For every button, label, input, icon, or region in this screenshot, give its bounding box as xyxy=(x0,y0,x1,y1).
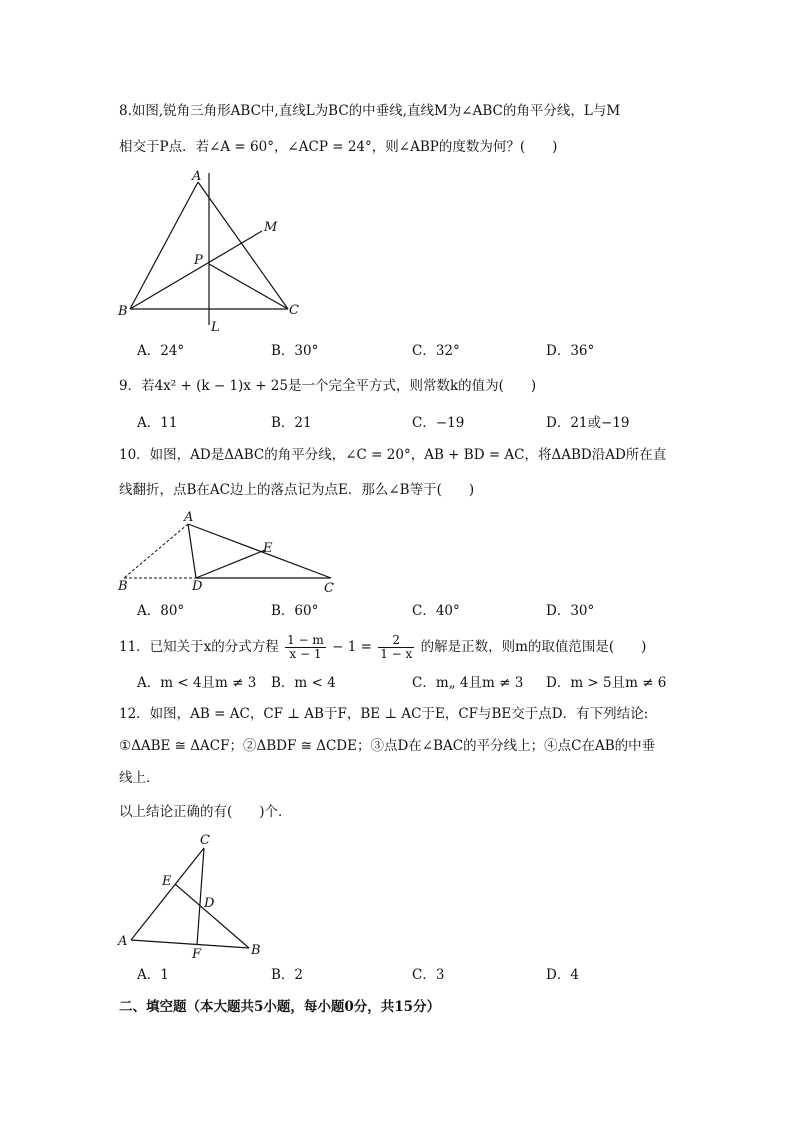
q9-option-b: B．21 xyxy=(271,415,312,431)
q8-line-1: 8.如图,锐角三角形ABC中,直线L为BC的中垂线,直线M为∠ABC的角平分线，L与M xyxy=(119,103,621,119)
q11-option-d: D．m > 5且m ≠ 6 xyxy=(546,675,667,691)
q8-label-b: B xyxy=(118,304,128,319)
q8-label-p: P xyxy=(194,253,203,268)
q10-label-c: C xyxy=(324,581,334,596)
q10-label-a: A xyxy=(184,510,194,525)
q12-line-2: ①ΔABE ≅ ΔACF；②ΔBDF ≅ ΔCDE；③点D在∠BAC的平分线上；④点C在AB的中垂 xyxy=(119,738,656,754)
q9-option-a: A．11 xyxy=(137,415,178,431)
q8-option-c: C．32° xyxy=(412,343,460,359)
q12-line-4: 以上结论正确的有( )个． xyxy=(119,804,292,820)
section-heading: 二、填空题（本大题共5小题，每小题0分，共15分） xyxy=(119,999,441,1015)
q8-label-l: L xyxy=(211,320,220,335)
q11-text-after: 的解是正数，则m的取值范围是( ) xyxy=(420,639,647,655)
q8-option-a: A．24° xyxy=(137,343,185,359)
q10-label-b: B xyxy=(118,579,128,594)
q8-option-b: B．30° xyxy=(271,343,319,359)
q11-frac2-numerator: 2 xyxy=(378,634,414,648)
q10-figure xyxy=(110,508,350,598)
q10-label-d: D xyxy=(192,579,203,594)
q12-option-d: D．4 xyxy=(546,967,579,983)
q10-segment-ac xyxy=(188,524,331,578)
q10-segment-ab-dashed xyxy=(124,524,188,578)
q11-frac1-numerator: 1 − m xyxy=(287,633,324,647)
q8-label-m: M xyxy=(264,220,278,235)
q12-option-a: A．1 xyxy=(137,967,169,983)
q11-text-before: 11．已知关于x的分式方程 xyxy=(119,639,279,655)
q10-line-2: 线翻折，点B在AC边上的落点记为点E．那么∠B等于( ) xyxy=(119,482,475,498)
q8-label-c: C xyxy=(289,303,299,318)
q10-option-d: D．30° xyxy=(546,603,595,619)
q12-label-d: D xyxy=(204,896,215,911)
q8-line-m xyxy=(130,231,262,309)
q12-line-3: 线上． xyxy=(119,770,160,786)
q10-segment-ad xyxy=(188,524,196,578)
q10-segment-de xyxy=(196,550,265,578)
q10-option-c: C．40° xyxy=(412,603,460,619)
q11-option-b: B．m < 4 xyxy=(271,675,336,691)
q12-label-f: F xyxy=(192,947,202,962)
q9-option-d: D．21或−19 xyxy=(546,415,630,431)
q11-fraction-right xyxy=(378,634,414,661)
q12-segment-be xyxy=(175,884,249,948)
q8-side-ab xyxy=(130,182,198,309)
q8-figure xyxy=(110,165,310,340)
q11-frac2-denominator: 1 − x xyxy=(380,647,413,661)
q11-option-a: A．m < 4且m ≠ 3 xyxy=(137,675,257,691)
q10-option-b: B．60° xyxy=(271,603,319,619)
q10-label-e: E xyxy=(263,541,273,556)
q12-option-c: C．3 xyxy=(412,967,445,983)
q12-figure xyxy=(110,830,280,965)
q10-line-1: 10．如图，AD是ΔABC的角平分线，∠C = 20°，AB + BD = AC，将ΔABD沿AD所在直 xyxy=(119,447,667,463)
q11-text-middle: − 1 = xyxy=(332,639,372,655)
q12-label-e: E xyxy=(162,874,172,889)
q12-label-a: A xyxy=(118,934,128,949)
q12-side-ab xyxy=(131,940,249,948)
q12-line-1: 12．如图，AB = AC，CF ⊥ AB于F，BE ⊥ AC于E，CF与BE交于点D．有下列结论: xyxy=(119,706,649,722)
q8-segment-pc xyxy=(209,264,288,309)
q11-option-c: C．m„ 4且m ≠ 3 xyxy=(412,675,524,691)
q12-label-c: C xyxy=(200,833,210,848)
q8-side-ac xyxy=(198,182,288,309)
q9-line-1: 9．若4x² + (k − 1)x + 25是一个完全平方式，则常数k的值为( ) xyxy=(119,378,537,394)
q12-side-ac xyxy=(131,848,204,940)
q12-segment-cf xyxy=(197,848,204,945)
q12-label-b: B xyxy=(251,943,261,958)
q8-label-a: A xyxy=(192,169,202,184)
q12-option-b: B．2 xyxy=(271,967,304,983)
q11-line-1 xyxy=(119,632,646,662)
q10-option-a: A．80° xyxy=(137,603,185,619)
q8-line-2: 相交于P点．若∠A = 60°，∠ACP = 24°，则∠ABP的度数为何？( ) xyxy=(119,139,558,155)
q11-fraction-left xyxy=(285,634,326,661)
q9-option-c: C．−19 xyxy=(412,415,465,431)
q11-frac1-denominator: x − 1 xyxy=(289,647,322,661)
q8-option-d: D．36° xyxy=(546,343,595,359)
